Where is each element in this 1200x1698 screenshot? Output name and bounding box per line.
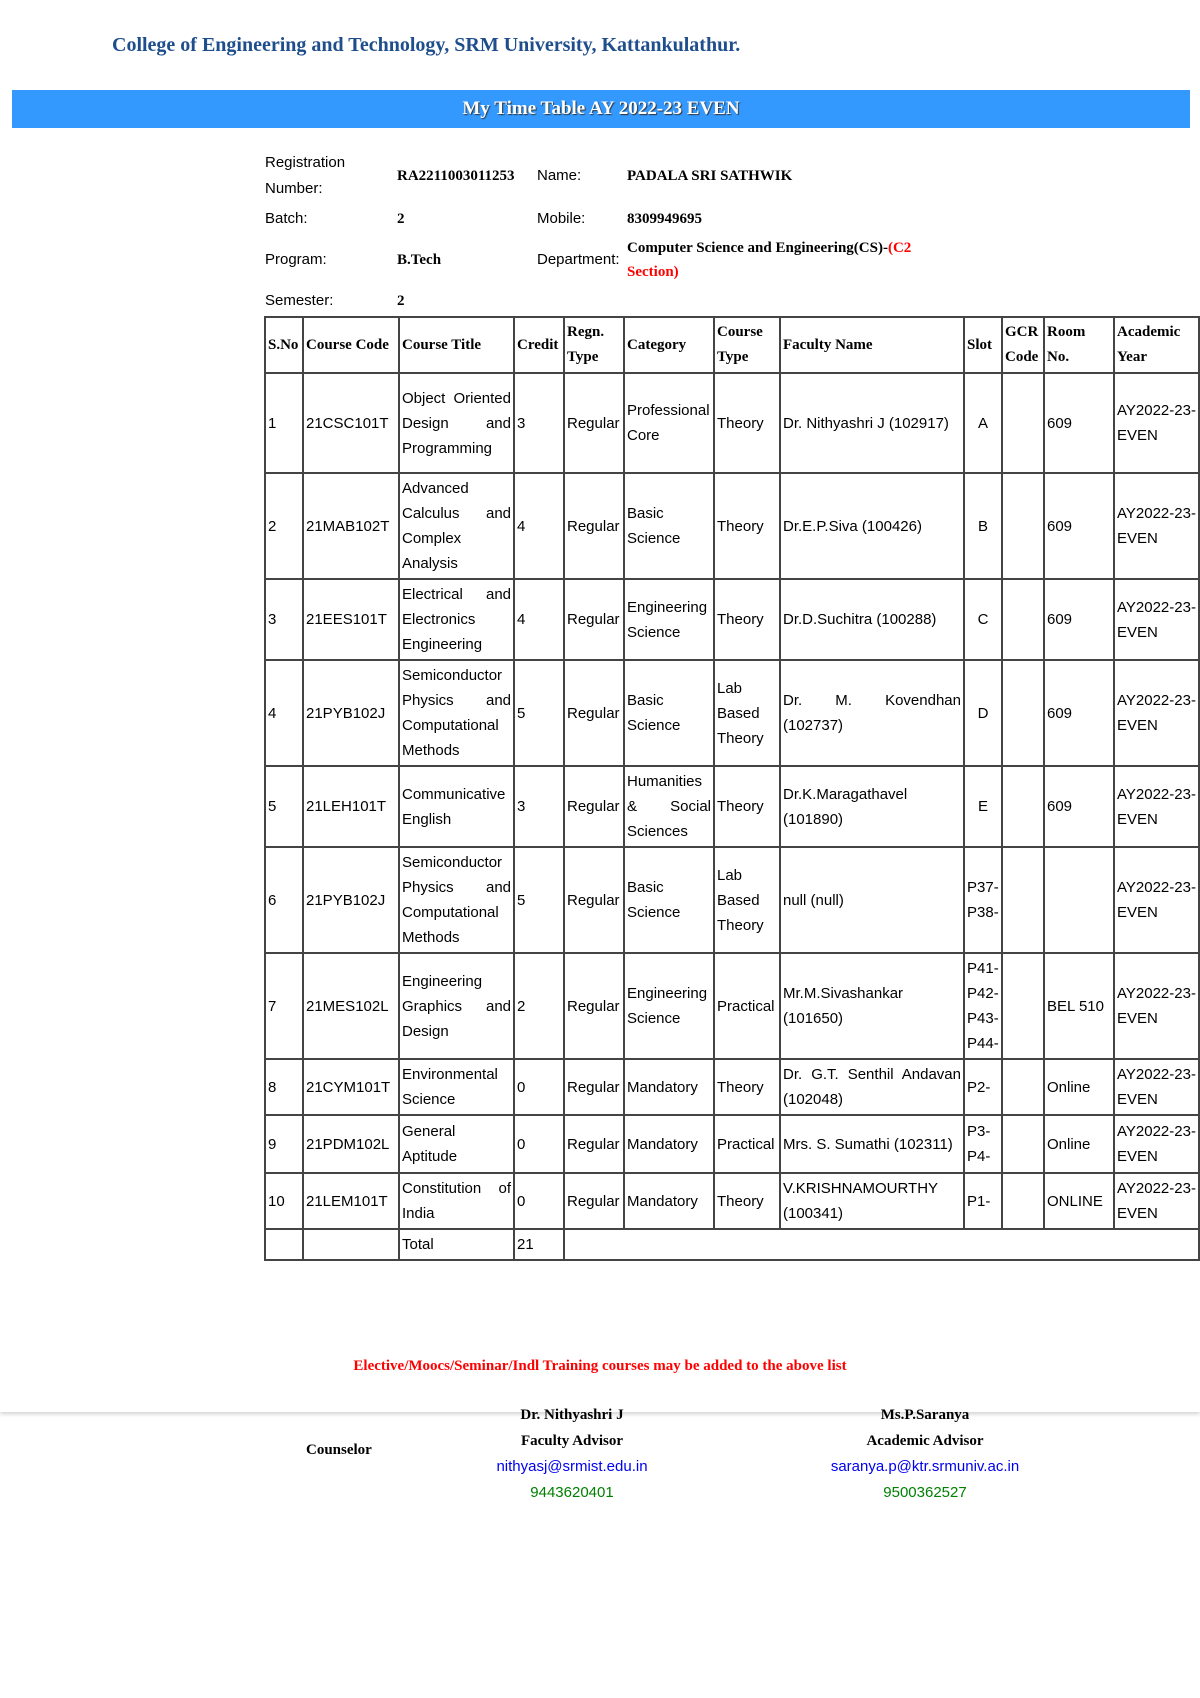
cell-sno: 4 — [265, 660, 303, 766]
batch-label: Batch: — [265, 210, 308, 227]
cell-credit: 5 — [514, 847, 564, 953]
cell-room-no — [1044, 847, 1114, 953]
cell-course-title: Object Oriented Design and Programming — [399, 373, 514, 473]
cell-slot: P2- — [964, 1059, 1002, 1115]
cell-regn-type: Regular — [564, 373, 624, 473]
cell-course-title: Advanced Calculus and Complex Analysis — [399, 473, 514, 579]
cell-academic-year: AY2022-23-EVEN — [1114, 1173, 1199, 1229]
cell-course-title: Communicative English — [399, 766, 514, 847]
cell-gcr-code — [1002, 1059, 1044, 1115]
cell-regn-type: Regular — [564, 953, 624, 1059]
academic-advisor-name: Ms.P.Saranya — [880, 1407, 970, 1423]
academic-advisor-block — [810, 1402, 1040, 1506]
cell-course-title: Semiconductor Physics and Computational Methods — [399, 847, 514, 953]
cell-regn-type: Regular — [564, 579, 624, 660]
cell-room-no: 609 — [1044, 579, 1114, 660]
cell-course-type: Lab Based Theory — [714, 660, 780, 766]
cell-academic-year: AY2022-23-EVEN — [1114, 1059, 1199, 1115]
cell-faculty-name: V.KRISHNAMOURTHY (100341) — [780, 1173, 964, 1229]
cell-sno: 5 — [265, 766, 303, 847]
cell-room-no: 609 — [1044, 373, 1114, 473]
cell-credit: 4 — [514, 473, 564, 579]
counselor-label: Counselor — [306, 1442, 372, 1458]
academic-advisor-title: Academic Advisor — [866, 1433, 984, 1449]
cell-course-code: 21PYB102J — [303, 660, 399, 766]
cell-course-code: 21PYB102J — [303, 847, 399, 953]
cell-sno: 6 — [265, 847, 303, 953]
cell-category: Professional Core — [624, 373, 714, 473]
header-course-type: Course Type — [714, 317, 780, 373]
header-regn-type: Regn. Type — [564, 317, 624, 373]
section-value: (C2 Section) — [627, 240, 912, 280]
total-blank-cell — [265, 1229, 303, 1260]
cell-faculty-name: Mr.M.Sivashankar (101650) — [780, 953, 964, 1059]
cell-course-code: 21MES102L — [303, 953, 399, 1059]
cell-credit: 3 — [514, 373, 564, 473]
cell-academic-year: AY2022-23-EVEN — [1114, 373, 1199, 473]
cell-course-code: 21MAB102T — [303, 473, 399, 579]
semester-value: 2 — [397, 293, 405, 309]
cell-course-title: General Aptitude — [399, 1115, 514, 1173]
cell-category: Humanities & Social Sciences — [624, 766, 714, 847]
header-credit: Credit — [514, 317, 564, 373]
header-gcr-code: GCR Code — [1002, 317, 1044, 373]
timetable-table — [264, 316, 1200, 1261]
cell-room-no: 609 — [1044, 473, 1114, 579]
cell-category: Basic Science — [624, 847, 714, 953]
table-header-row — [265, 317, 1199, 373]
total-blank-cell — [303, 1229, 399, 1260]
name-label: Name: — [537, 167, 582, 184]
semester-label: Semester: — [265, 292, 334, 309]
total-row — [265, 1229, 1199, 1260]
program-label: Program: — [265, 251, 327, 268]
cell-credit: 0 — [514, 1115, 564, 1173]
cell-sno: 3 — [265, 579, 303, 660]
header-course-title: Course Title — [399, 317, 514, 373]
table-row — [265, 1173, 1199, 1229]
cell-course-type: Lab Based Theory — [714, 847, 780, 953]
cell-course-code: 21PDM102L — [303, 1115, 399, 1173]
cell-course-code: 21CYM101T — [303, 1059, 399, 1115]
program-value: B.Tech — [397, 252, 442, 268]
cell-slot: P3-P4- — [964, 1115, 1002, 1173]
cell-faculty-name: Dr. Nithyashri J (102917) — [780, 373, 964, 473]
cell-academic-year: AY2022-23-EVEN — [1114, 1115, 1199, 1173]
cell-gcr-code — [1002, 847, 1044, 953]
cell-room-no: ONLINE — [1044, 1173, 1114, 1229]
cell-regn-type: Regular — [564, 1115, 624, 1173]
cell-sno: 2 — [265, 473, 303, 579]
cell-credit: 3 — [514, 766, 564, 847]
cell-academic-year: AY2022-23-EVEN — [1114, 847, 1199, 953]
cell-course-type: Theory — [714, 1059, 780, 1115]
cell-faculty-name: Dr. G.T. Senthil Andavan (102048) — [780, 1059, 964, 1115]
total-empty-span — [564, 1229, 1199, 1260]
header-slot: Slot — [964, 317, 1002, 373]
advisor-title: Faculty Advisor — [520, 1433, 624, 1449]
timetable-banner: My Time Table AY 2022-23 EVEN — [12, 90, 1190, 128]
header-sno: S.No — [265, 317, 303, 373]
cell-room-no: BEL 510 — [1044, 953, 1114, 1059]
cell-category: Engineering Science — [624, 953, 714, 1059]
cell-course-code: 21EES101T — [303, 579, 399, 660]
total-credits: 21 — [514, 1229, 564, 1260]
cell-credit: 2 — [514, 953, 564, 1059]
cell-slot: C — [964, 579, 1002, 660]
cell-course-title: Electrical and Electronics Engineering — [399, 579, 514, 660]
cell-faculty-name: Dr.D.Suchitra (100288) — [780, 579, 964, 660]
table-row — [265, 847, 1199, 953]
advisor-name: Dr. Nithyashri J — [520, 1407, 624, 1423]
cell-credit: 0 — [514, 1173, 564, 1229]
cell-regn-type: Regular — [564, 847, 624, 953]
name-value: PADALA SRI SATHWIK — [627, 168, 793, 184]
cell-course-code: 21CSC101T — [303, 373, 399, 473]
cell-category: Basic Science — [624, 473, 714, 579]
advisor-email-link[interactable]: nithyasj@srmist.edu.in — [496, 1458, 648, 1475]
cell-course-title: Environmental Science — [399, 1059, 514, 1115]
cell-slot: D — [964, 660, 1002, 766]
cell-course-title: Engineering Graphics and Design — [399, 953, 514, 1059]
cell-gcr-code — [1002, 579, 1044, 660]
cell-regn-type: Regular — [564, 766, 624, 847]
cell-course-type: Theory — [714, 473, 780, 579]
cell-gcr-code — [1002, 766, 1044, 847]
cell-slot: P41-P42-P43-P44- — [964, 953, 1002, 1059]
cell-gcr-code — [1002, 1115, 1044, 1173]
cell-sno: 8 — [265, 1059, 303, 1115]
cell-gcr-code — [1002, 473, 1044, 579]
cell-course-type: Theory — [714, 766, 780, 847]
cell-course-title: Semiconductor Physics and Computational Methods — [399, 660, 514, 766]
header-category: Category — [624, 317, 714, 373]
cell-course-type: Practical — [714, 953, 780, 1059]
elective-note: Elective/Moocs/Seminar/Indl Training courses may be added to the above list — [353, 1358, 847, 1374]
cell-academic-year: AY2022-23-EVEN — [1114, 579, 1199, 660]
cell-faculty-name: Dr. M. Kovendhan (102737) — [780, 660, 964, 766]
cell-academic-year: AY2022-23-EVEN — [1114, 660, 1199, 766]
header-academic-year: Academic Year — [1114, 317, 1199, 373]
cell-slot: P37-P38- — [964, 847, 1002, 953]
cell-category: Mandatory — [624, 1173, 714, 1229]
cell-course-type: Theory — [714, 1173, 780, 1229]
cell-room-no: Online — [1044, 1059, 1114, 1115]
cell-faculty-name: Mrs. S. Sumathi (102311) — [780, 1115, 964, 1173]
cell-regn-type: Regular — [564, 1059, 624, 1115]
cell-category: Mandatory — [624, 1059, 714, 1115]
cell-regn-type: Regular — [564, 660, 624, 766]
header-room-no: Room No. — [1044, 317, 1114, 373]
reg-label: Registration Number: — [265, 154, 346, 197]
cell-course-code: 21LEM101T — [303, 1173, 399, 1229]
department-name: Computer Science and Engineering(CS)- — [627, 240, 888, 256]
cell-sno: 9 — [265, 1115, 303, 1173]
cell-course-type: Theory — [714, 373, 780, 473]
cell-sno: 10 — [265, 1173, 303, 1229]
cell-slot: P1- — [964, 1173, 1002, 1229]
cell-category: Basic Science — [624, 660, 714, 766]
cell-faculty-name: Dr.K.Maragathavel (101890) — [780, 766, 964, 847]
cell-credit: 5 — [514, 660, 564, 766]
cell-faculty-name: null (null) — [780, 847, 964, 953]
table-row — [265, 373, 1199, 473]
mobile-value: 8309949695 — [627, 211, 702, 227]
cell-course-code: 21LEH101T — [303, 766, 399, 847]
cell-course-title: Constitution of India — [399, 1173, 514, 1229]
cell-room-no: Online — [1044, 1115, 1114, 1173]
total-label: Total — [399, 1229, 514, 1260]
cell-regn-type: Regular — [564, 1173, 624, 1229]
reg-value: RA2211003011253 — [397, 168, 515, 184]
cell-regn-type: Regular — [564, 473, 624, 579]
table-row — [265, 473, 1199, 579]
cell-academic-year: AY2022-23-EVEN — [1114, 766, 1199, 847]
cell-academic-year: AY2022-23-EVEN — [1114, 953, 1199, 1059]
cell-slot: B — [964, 473, 1002, 579]
table-row — [265, 1059, 1199, 1115]
mobile-label: Mobile: — [537, 210, 586, 227]
academic-advisor-email-link[interactable]: saranya.p@ktr.srmuniv.ac.in — [830, 1458, 1020, 1475]
cell-sno: 1 — [265, 373, 303, 473]
table-row — [265, 660, 1199, 766]
cell-course-type: Theory — [714, 579, 780, 660]
cell-credit: 4 — [514, 579, 564, 660]
cell-room-no: 609 — [1044, 766, 1114, 847]
cell-gcr-code — [1002, 1173, 1044, 1229]
academic-advisor-phone: 9500362527 — [883, 1484, 967, 1501]
cell-sno: 7 — [265, 953, 303, 1059]
cell-slot: E — [964, 766, 1002, 847]
header-faculty-name: Faculty Name — [780, 317, 964, 373]
cell-academic-year: AY2022-23-EVEN — [1114, 473, 1199, 579]
cell-credit: 0 — [514, 1059, 564, 1115]
cell-slot: A — [964, 373, 1002, 473]
cell-gcr-code — [1002, 953, 1044, 1059]
cell-faculty-name: Dr.E.P.Siva (100426) — [780, 473, 964, 579]
advisor-phone: 9443620401 — [530, 1484, 614, 1501]
table-row — [265, 766, 1199, 847]
cell-category: Mandatory — [624, 1115, 714, 1173]
cell-room-no: 609 — [1044, 660, 1114, 766]
header-course-code: Course Code — [303, 317, 399, 373]
table-row — [265, 953, 1199, 1059]
cell-gcr-code — [1002, 373, 1044, 473]
college-title: College of Engineering and Technology, SRM University, Kattankulathur. — [112, 34, 741, 56]
department-value — [627, 234, 925, 286]
table-row — [265, 579, 1199, 660]
cell-category: Engineering Science — [624, 579, 714, 660]
student-info — [265, 148, 925, 316]
department-label: Department: — [537, 251, 620, 268]
faculty-advisor-block — [472, 1402, 672, 1506]
cell-gcr-code — [1002, 660, 1044, 766]
batch-value: 2 — [397, 211, 405, 227]
cell-course-type: Practical — [714, 1115, 780, 1173]
table-row — [265, 1115, 1199, 1173]
